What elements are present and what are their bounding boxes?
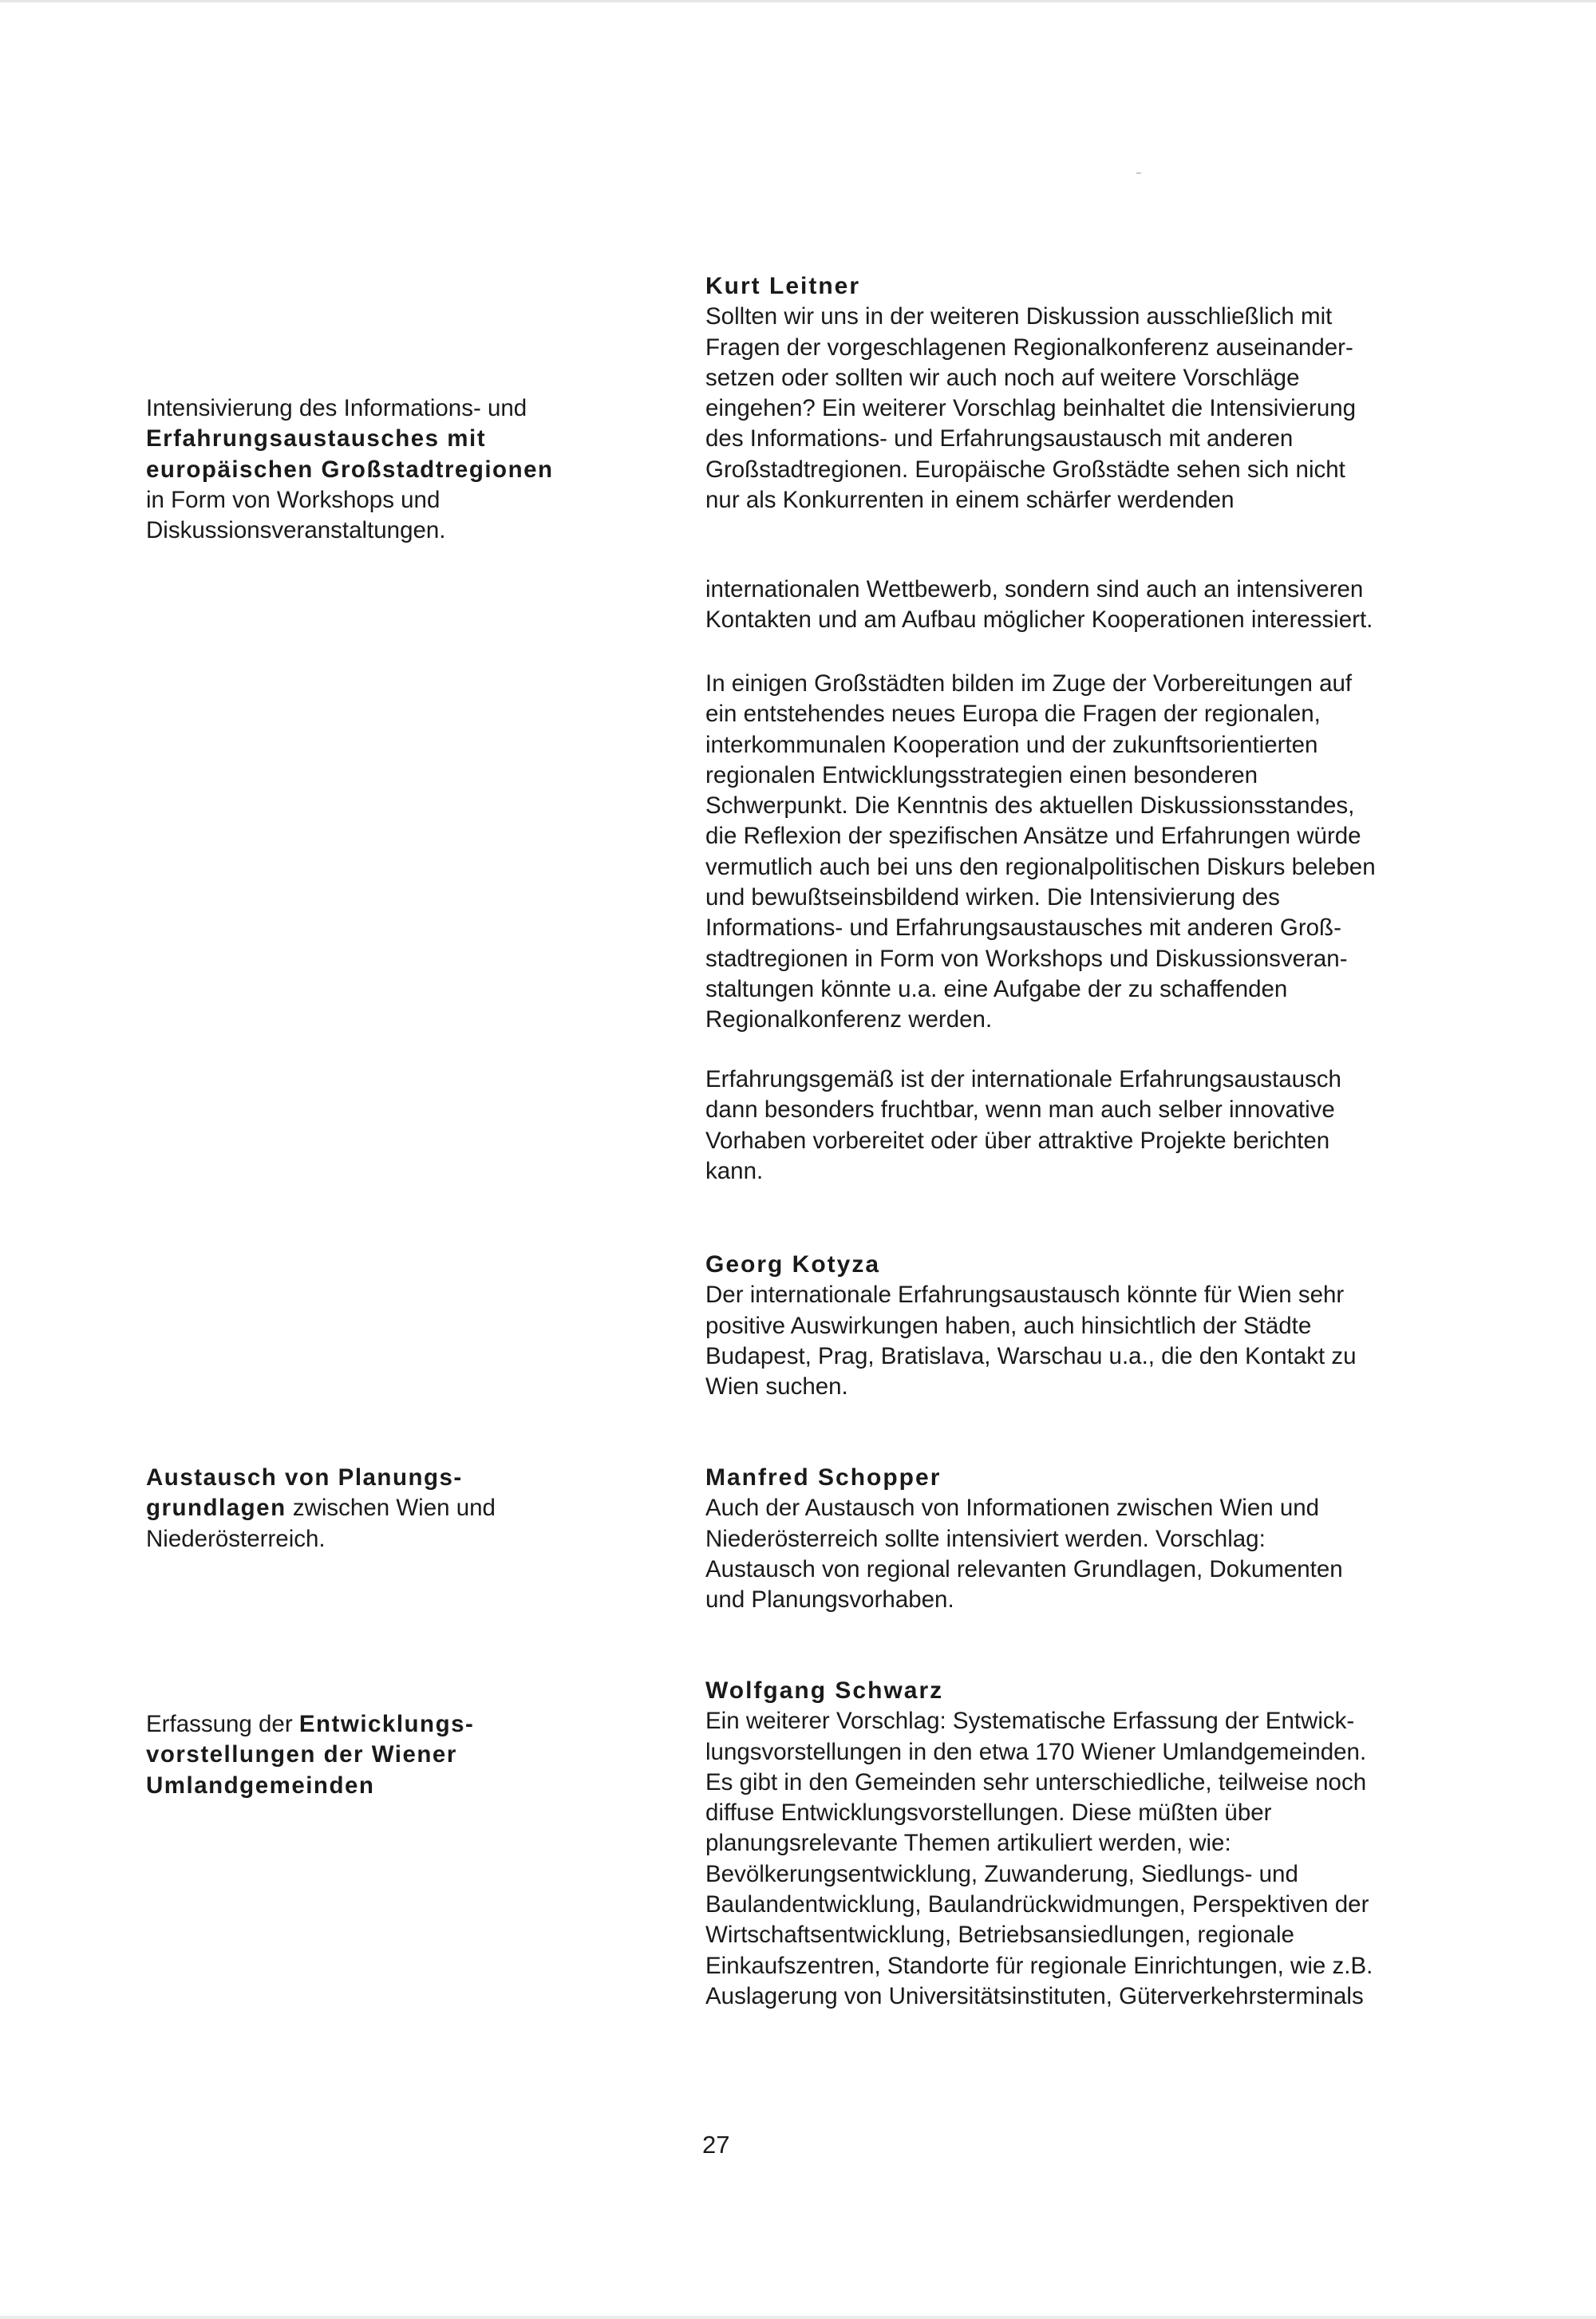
page-number: 27 (702, 2131, 730, 2159)
text-line: Ein weiterer Vorschlag: Systematische Erfassung der Entwick- (705, 1708, 1355, 1735)
text-line: und bewußtseinsbildend wirken. Die Intensivierung des (705, 884, 1280, 911)
text-line: und Planungsvorhaben. (705, 1586, 954, 1614)
text-line: Wirtschaftsentwicklung, Betriebsansiedlungen, regionale (705, 1922, 1294, 1949)
margin-note-keyword: Austausch von Planungs- (146, 1464, 463, 1491)
text-line: vermutlich auch bei uns den regionalpolitischen Diskurs beleben (705, 853, 1376, 880)
text-line: Kontakten und am Aufbau möglicher Kooperationen interessiert. (705, 606, 1373, 634)
text-line: Erfahrungsgemäß ist der internationale Erfahrungsaustausch (705, 1066, 1341, 1092)
contribution-schopper (705, 1463, 1535, 1615)
speaker-name: Manfred Schopper (705, 1464, 942, 1491)
text-line: die Reflexion der spezifischen Ansätze und Erfahrungen würde (705, 823, 1361, 850)
contribution-kotyza (705, 1250, 1535, 1402)
text-line: Großstadtregionen. Europäische Großstädte sehen sich nicht (705, 456, 1345, 483)
text-line: Vorhaben vorbereitet oder über attraktive Projekte berichten (705, 1127, 1330, 1154)
text-line: staltungen könnte u.a. eine Aufgabe der zu schaffenden (705, 975, 1288, 1002)
contribution-leitner-paragraph-3 (705, 1065, 1535, 1187)
text-line: dann besonders fruchtbar, wenn man auch selber innovative (705, 1096, 1335, 1124)
margin-note-line: Intensivierung des Informations- und (146, 395, 527, 421)
text-line: Fragen der vorgeschlagenen Regionalkonferenz auseinander- (705, 334, 1353, 361)
margin-note-line: Erfassung der (146, 1711, 299, 1737)
margin-note-keyword: Entwicklungs- (298, 1711, 475, 1737)
margin-note-international-exchange (146, 393, 689, 546)
text-line: Wien suchen. (705, 1373, 848, 1400)
text-line: Auch der Austausch von Informationen zwischen Wien und (705, 1495, 1320, 1522)
margin-note-keyword: europäischen Großstadtregionen (146, 456, 554, 483)
scan-edge-top (0, 0, 1596, 2)
text-line: des Informations- und Erfahrungsaustausch mit anderen (705, 425, 1294, 452)
margin-note-keyword: grundlagen (146, 1495, 286, 1522)
text-line: kann. (705, 1157, 764, 1184)
text-line: planungsrelevante Themen artikuliert werden, wie: (705, 1830, 1231, 1857)
margin-note-line: Niederösterreich. (146, 1525, 326, 1552)
text-line: Auslagerung von Universitätsinstituten, Güterverkehrsterminals (705, 1982, 1364, 2009)
text-line: Sollten wir uns in der weiteren Diskussion ausschließlich mit (705, 303, 1333, 330)
text-line: stadtregionen in Form von Workshops und Diskussionsveran- (705, 945, 1348, 972)
speaker-name: Kurt Leitner (705, 273, 861, 299)
contribution-schwarz (705, 1676, 1535, 2012)
text-line: regionalen Entwicklungsstrategien einen besonderen (705, 761, 1258, 788)
text-line: Bevölkerungsentwicklung, Zuwanderung, Siedlungs- und (705, 1860, 1298, 1887)
text-line: Einkaufszentren, Standorte für regionale Einrichtungen, wie z.B. (705, 1952, 1373, 1979)
margin-note-keyword: Umlandgemeinden (146, 1772, 375, 1799)
text-line: Niederösterreich sollte intensiviert werden. Vorschlag: (705, 1525, 1266, 1552)
text-line: lungsvorstellungen in den etwa 170 Wiener Umlandgemeinden. (705, 1738, 1367, 1765)
scan-artifact (1136, 172, 1141, 174)
margin-note-line: Diskussionsveranstaltungen. (146, 517, 446, 544)
text-line: eingehen? Ein weiterer Vorschlag beinhaltet die Intensivierung (705, 395, 1357, 422)
text-line: Der internationale Erfahrungsaustausch könnte für Wien sehr (705, 1282, 1345, 1309)
contribution-leitner-paragraph-2 (705, 669, 1535, 1036)
text-line: Informations- und Erfahrungsaustausches mit anderen Groß- (705, 915, 1341, 942)
text-line: positive Auswirkungen haben, auch hinsichtlich der Städte (705, 1312, 1312, 1339)
text-line: internationalen Wettbewerb, sondern sind auch an intensiveren (705, 576, 1364, 602)
contribution-leitner (705, 271, 1535, 516)
text-line: Schwerpunkt. Die Kenntnis des aktuellen Diskussionsstandes, (705, 792, 1355, 820)
text-line: Es gibt in den Gemeinden sehr unterschiedliche, teilweise noch (705, 1768, 1367, 1796)
margin-note-keyword: Erfahrungsaustausches mit (146, 425, 487, 452)
text-line: Baulandentwicklung, Baulandrückwidmungen, Perspektiven der (705, 1891, 1369, 1918)
margin-note-line: in Form von Workshops und (146, 486, 440, 513)
scan-edge-bottom (0, 2316, 1596, 2319)
margin-note-keyword: vorstellungen der Wiener (146, 1741, 457, 1768)
text-line: Regionalkonferenz werden. (705, 1006, 993, 1033)
margin-note-development-survey (146, 1709, 689, 1801)
speaker-name: Georg Kotyza (705, 1251, 881, 1278)
speaker-name: Wolfgang Schwarz (705, 1677, 944, 1704)
contribution-leitner-continuation (705, 575, 1535, 636)
text-line: ein entstehendes neues Europa die Fragen der regionalen, (705, 701, 1321, 728)
text-line: Austausch von regional relevanten Grundlagen, Dokumenten (705, 1555, 1343, 1582)
text-line: Budapest, Prag, Bratislava, Warschau u.a., die den Kontakt zu (705, 1342, 1357, 1369)
text-line: interkommunalen Kooperation und der zukunftsorientierten (705, 731, 1318, 758)
text-line: setzen oder sollten wir auch noch auf weitere Vorschläge (705, 364, 1300, 391)
margin-note-line: zwischen Wien und (292, 1495, 496, 1522)
text-line: nur als Konkurrenten in einem schärfer werdenden (705, 487, 1235, 514)
margin-note-planning-exchange (146, 1463, 689, 1555)
text-line: diffuse Entwicklungsvorstellungen. Diese müßten über (705, 1799, 1272, 1827)
text-line: In einigen Großstädten bilden im Zuge der Vorbereitungen auf (705, 670, 1353, 697)
